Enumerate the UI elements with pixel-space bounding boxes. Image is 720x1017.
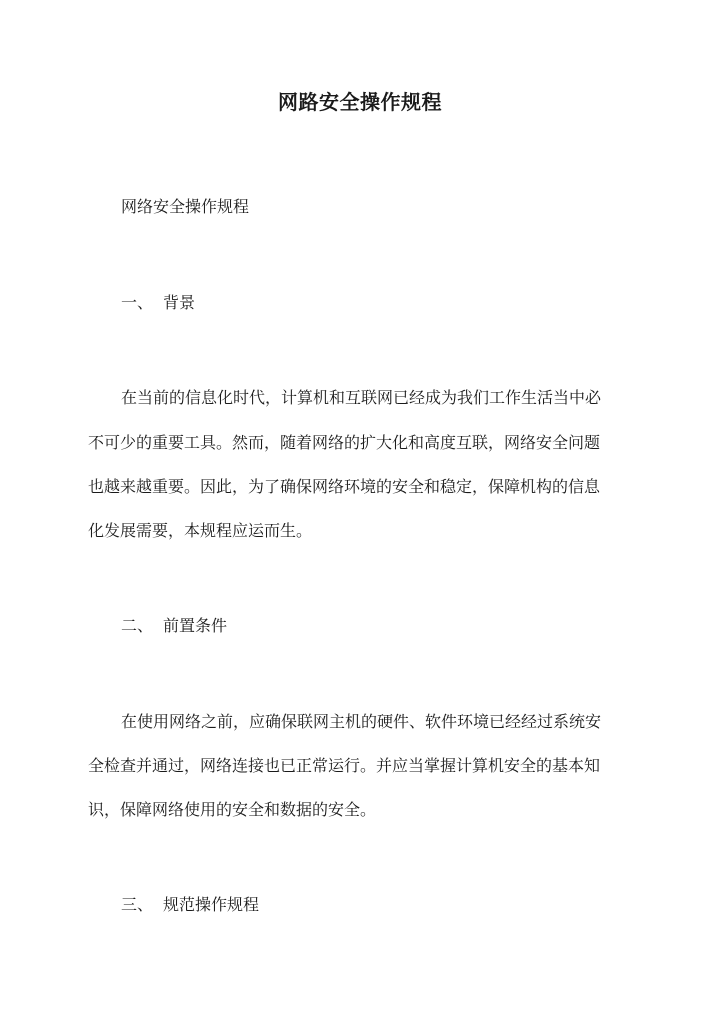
paragraph-line: 也越来越重要。因此，为了确保网络环境的安全和稳定，保障机构的信息 [88, 477, 601, 496]
paragraph-line: 不可少的重要工具。然而，随着网络的扩大化和高度互联，网络安全问题 [88, 433, 601, 452]
paragraph-line: 在当前的信息化时代，计算机和互联网已经成为我们工作生活当中必 [121, 388, 602, 407]
paragraph-line: 在使用网络之前，应确保联网主机的硬件、软件环境已经经过系统安 [121, 712, 602, 731]
section-number: 三、 [121, 895, 154, 914]
section-number: 一、 [121, 293, 154, 312]
section-heading-text: 规范操作规程 [163, 895, 260, 914]
section-heading-text: 前置条件 [163, 616, 228, 635]
paragraph-line: 全检查并通过，网络连接也已正常运行。并应当掌握计算机安全的基本知 [88, 756, 601, 775]
section-number: 二、 [121, 616, 154, 635]
section-heading-1 [121, 291, 195, 315]
paragraph-line: 化发展需要，本规程应运而生。 [88, 521, 313, 540]
section-heading-3 [121, 893, 259, 917]
document-subtitle: 网络安全操作规程 [121, 197, 250, 216]
section-heading-2 [121, 614, 227, 638]
section-heading-text: 背景 [163, 293, 196, 312]
document-title: 网路安全操作规程 [278, 90, 442, 114]
paragraph-line: 识，保障网络使用的安全和数据的安全。 [88, 800, 377, 819]
